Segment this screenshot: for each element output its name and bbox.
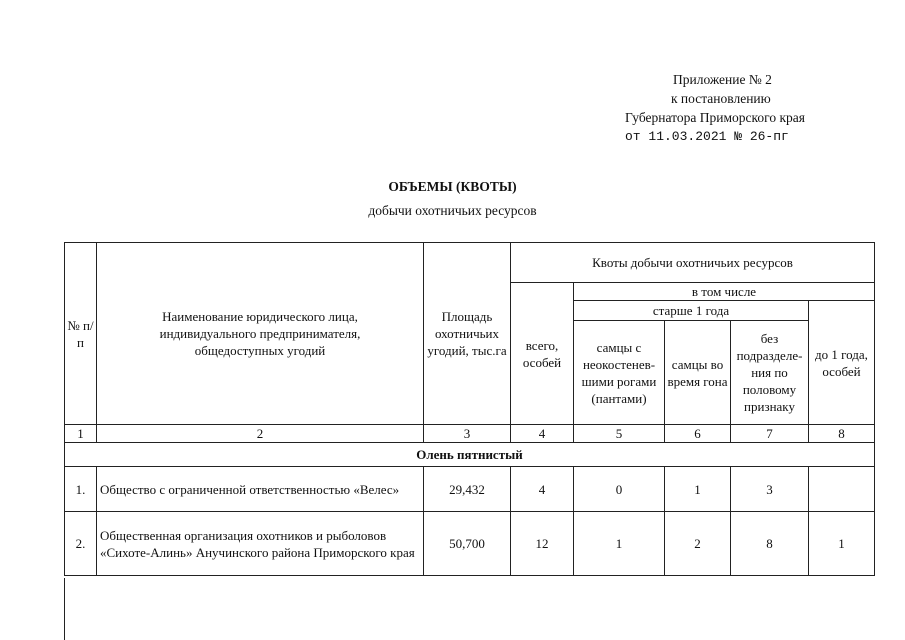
header-total: всего, особей <box>511 283 574 425</box>
column-number: 6 <box>665 425 731 443</box>
header-nosex: без подразделе-ния по половому признаку <box>731 321 809 425</box>
header-name: Наименование юридического лица, индивидуального предпринимателя, общедоступных угодий <box>97 243 424 425</box>
annex-issuer: Губернатора Приморского края <box>625 110 805 125</box>
table-row <box>65 467 875 512</box>
row-total: 12 <box>511 512 574 576</box>
header-under1: до 1 года, особей <box>809 301 875 425</box>
row-nosex: 3 <box>731 467 809 512</box>
row-num: 1. <box>65 467 97 512</box>
row-antlers: 0 <box>574 467 665 512</box>
annex-block <box>625 70 805 146</box>
column-number: 3 <box>424 425 511 443</box>
row-total: 4 <box>511 467 574 512</box>
header-area: Площадь охотничьих угодий, тыс.га <box>424 243 511 425</box>
document-subtitle: добычи охотничьих ресурсов <box>368 203 537 218</box>
column-number: 8 <box>809 425 875 443</box>
header-num: № п/п <box>65 243 97 425</box>
header-including: в том числе <box>574 283 875 301</box>
row-rut: 1 <box>665 467 731 512</box>
column-numbers-row <box>65 425 875 443</box>
column-number: 7 <box>731 425 809 443</box>
table-row <box>65 512 875 576</box>
header-older: старше 1 года <box>574 301 809 321</box>
row-nosex: 8 <box>731 512 809 576</box>
annex-ref: к постановлению <box>671 91 771 106</box>
annex-title: Приложение № 2 <box>673 72 772 87</box>
header-rut: самцы во время гона <box>665 321 731 425</box>
row-num: 2. <box>65 512 97 576</box>
section-header: Олень пятнистый <box>65 443 875 467</box>
row-antlers: 1 <box>574 512 665 576</box>
row-under1: 1 <box>809 512 875 576</box>
row-rut: 2 <box>665 512 731 576</box>
row-area: 50,700 <box>424 512 511 576</box>
header-quotas: Квоты добычи охотничьих ресурсов <box>511 243 875 283</box>
page-edge-line <box>64 578 66 640</box>
column-number: 4 <box>511 425 574 443</box>
column-number: 2 <box>97 425 424 443</box>
column-number: 1 <box>65 425 97 443</box>
column-number: 5 <box>574 425 665 443</box>
row-under1 <box>809 467 875 512</box>
quota-table <box>64 242 875 576</box>
annex-date: от 11.03.2021 № 26-пг <box>625 129 789 144</box>
row-name: Общественная организация охотников и рыболовов «Сихоте-Алинь» Анучинского района Приморского края <box>97 512 424 576</box>
document-title: ОБЪЕМЫ (КВОТЫ) <box>388 179 517 194</box>
row-area: 29,432 <box>424 467 511 512</box>
header-antlers: самцы с неокостенев-шими рогами (пантами) <box>574 321 665 425</box>
row-name: Общество с ограниченной ответственностью «Велес» <box>97 467 424 512</box>
